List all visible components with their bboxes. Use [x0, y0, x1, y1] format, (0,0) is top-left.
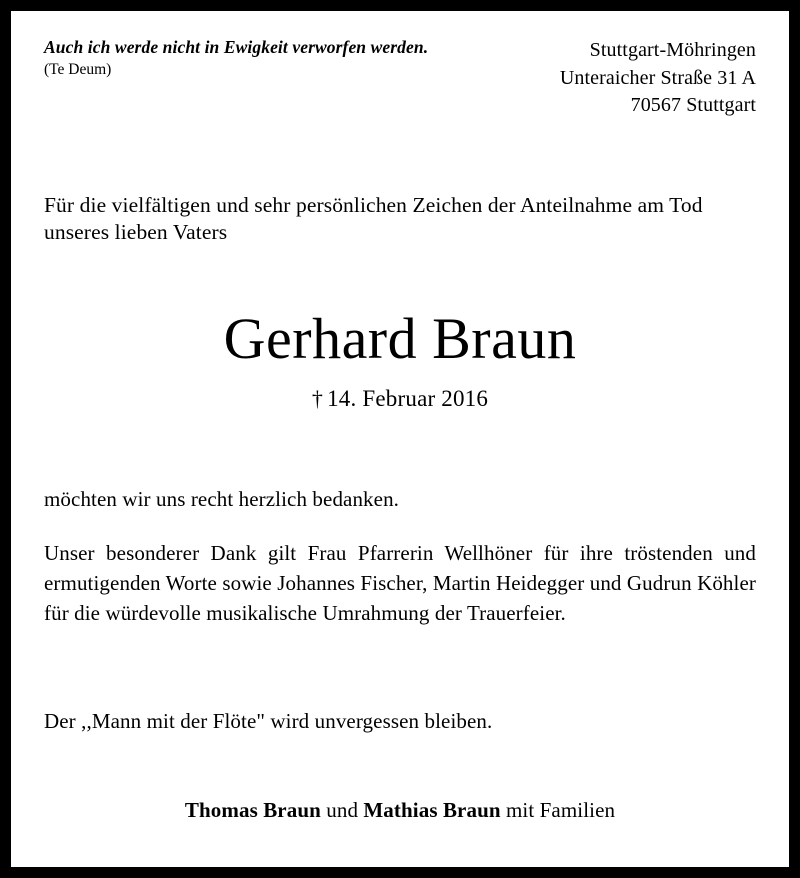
address-block — [560, 37, 756, 120]
signature-line — [44, 798, 756, 823]
signer-name-2: Mathias Braun — [363, 797, 501, 822]
address-line-2: Unteraicher Straße 31 A — [559, 66, 756, 89]
address-line-1: Stuttgart-Möhringen — [589, 39, 756, 61]
death-date-line — [44, 386, 756, 412]
signer-name-1: Thomas Braun — [184, 797, 321, 822]
thanks-text: möchten wir uns recht herzlich bedanken. — [44, 486, 400, 511]
special-thanks-text: Unser besonderer Dank gilt Frau Pfarrerin Wellhöner für ihre tröstenden und ermutigenden Worte sowie Johannes Fischer, Martin Heidegger und Gudrun Köhler für die würdevolle musikalische Umrahmung der Trauerfeier. — [44, 541, 756, 625]
name-block — [44, 305, 756, 412]
quote-block — [44, 37, 428, 80]
notice-header — [44, 37, 756, 120]
flute-text: Der ,,Mann mit der Flöte" wird unvergessen bleiben. — [44, 709, 493, 734]
death-date: 14. Februar 2016 — [327, 385, 489, 411]
intro-text: Für die vielfältigen und sehr persönlichen Zeichen der Anteilnahme am Tod unseres lieben Vaters — [44, 192, 703, 245]
signature-suffix: mit Familien — [500, 797, 616, 822]
cross-icon: † — [311, 385, 324, 411]
address-line-3: 70567 Stuttgart — [630, 94, 756, 117]
quote-text: Auch ich werde nicht in Ewigkeit verworfen werden. — [44, 37, 429, 57]
signature-conjunction: und — [320, 797, 364, 822]
quote-source: (Te Deum) — [44, 60, 112, 78]
notice-inner — [11, 11, 789, 867]
deceased-name: Gerhard Braun — [223, 305, 577, 371]
